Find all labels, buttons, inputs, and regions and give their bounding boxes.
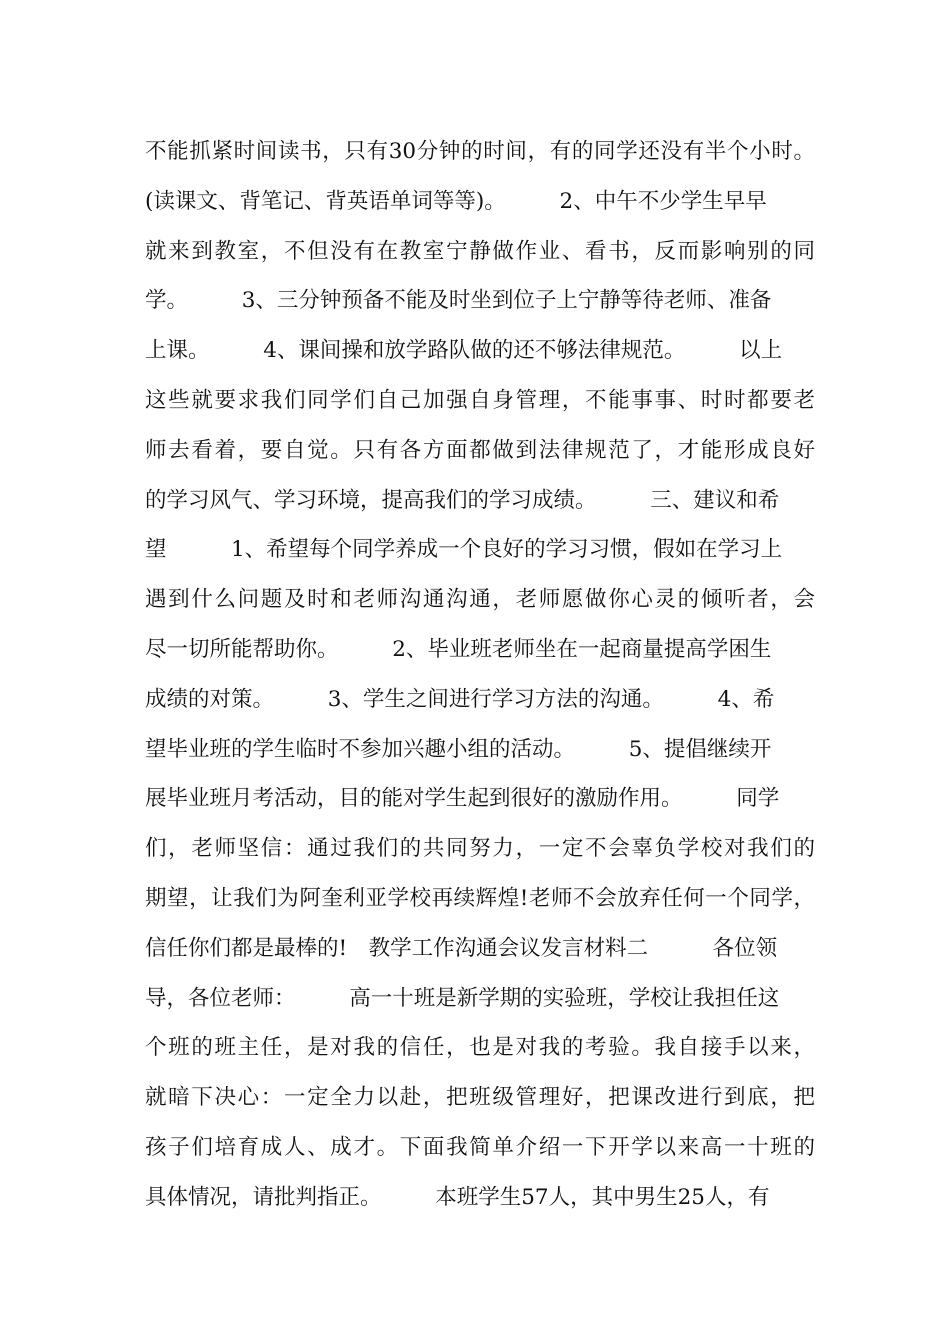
text-line-10: 遇到什么问题及时和老师沟通沟通，老师愿做你心灵的倾听者，会 [145,587,815,613]
text-line-16: 期望，让我们为阿奎利亚学校再续辉煌!老师不会放弃任何一个同学， [145,885,815,911]
text-line-1: 不能抓紧时间读书，只有30分钟的时间，有的同学还没有半个小时。 [145,139,815,164]
document-body-text [145,131,815,1227]
text-line-15: 们，老师坚信：通过我们的共同努力，一定不会辜负学校对我们的 [145,836,815,862]
text-line-20: 就暗下决心：一定全力以赴，把班级管理好，把课改进行到底，把 [145,1085,815,1111]
text-line-3: 就来到教室，不但没有在教室宁静做作业、看书，反而影响别的同 [145,238,815,264]
text-line-6: 这些就要求我们同学们自己加强自身管理，不能事事、时时都要老 [145,387,815,413]
text-line-22: 具体情况，请批判指正。 本班学生57人，其中男生25人，有 [145,1184,770,1210]
text-line-21: 孩子们培育成人、成才。下面我简单介绍一下开学以来高一十班的 [145,1134,815,1160]
text-line-9: 望 1、希望每个同学养成一个良好的学习习惯，假如在学习上 [145,537,783,563]
text-line-12: 成绩的对策。 3、学生之间进行学习方法的沟通。 4、希 [145,686,775,712]
text-line-2: (读课文、背笔记、背英语单词等等)。 2、中午不少学生早早 [145,188,767,214]
text-line-18: 导，各位老师： 高一十班是新学期的实验班，学校让我担任这 [145,985,780,1011]
text-line-17: 信任你们都是最棒的! 教学工作沟通会议发言材料二 各位领 [145,935,778,961]
text-line-11: 尽一切所能帮助你。 2、毕业班老师坐在一起商量提高学困生 [145,636,772,662]
text-line-13: 望毕业班的学生临时不参加兴趣小组的活动。 5、提倡继续开 [145,736,772,762]
text-line-8: 的学习风气、学习环境，提高我们的学习成绩。 三、建议和希 [145,487,780,513]
text-line-4: 学。 3、三分钟预备不能及时坐到位子上宁静等待老师、准备 [145,288,772,314]
text-line-5: 上课。 4、课间操和放学路队做的还不够法律规范。 以上 [145,338,783,364]
text-line-19: 个班的班主任，是对我的信任，也是对我的考验。我自接手以来， [145,1035,815,1061]
text-line-7: 师去看着，要自觉。只有各方面都做到法律规范了，才能形成良好 [145,437,815,463]
text-line-14: 展毕业班月考活动，目的能对学生起到很好的激励作用。 同学 [145,786,780,812]
